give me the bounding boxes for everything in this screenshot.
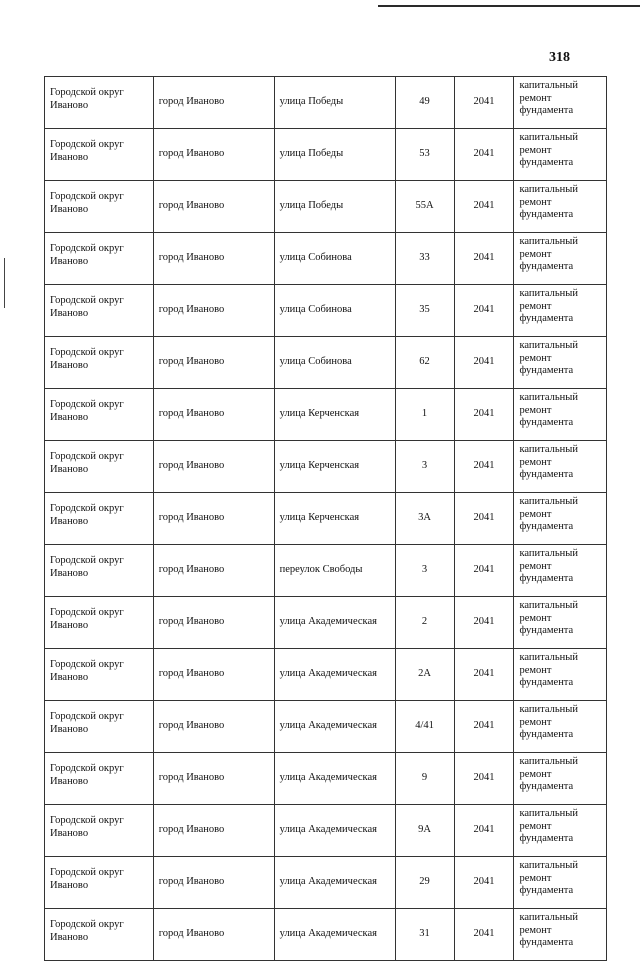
table-row xyxy=(45,77,607,129)
cell-work-type: капитальный ремонт фундамента xyxy=(514,701,607,753)
cell-house-number: 2 xyxy=(395,597,454,649)
cell-street: улица Керченская xyxy=(274,441,395,493)
cell-city: город Иваново xyxy=(153,233,274,285)
cell-city: город Иваново xyxy=(153,909,274,961)
table-body xyxy=(45,77,607,961)
cell-street: улица Академическая xyxy=(274,701,395,753)
table-row xyxy=(45,805,607,857)
cell-house-number: 9А xyxy=(395,805,454,857)
cell-work-type: капитальный ремонт фундамента xyxy=(514,805,607,857)
cell-year: 2041 xyxy=(454,285,514,337)
cell-okrug: Городской округ Иваново xyxy=(45,805,154,857)
cell-house-number: 9 xyxy=(395,753,454,805)
repair-schedule-table xyxy=(44,76,607,961)
cell-street: улица Академическая xyxy=(274,753,395,805)
cell-city: город Иваново xyxy=(153,77,274,129)
cell-work-type: капитальный ремонт фундамента xyxy=(514,389,607,441)
cell-work-type: капитальный ремонт фундамента xyxy=(514,753,607,805)
cell-work-type: капитальный ремонт фундамента xyxy=(514,909,607,961)
cell-year: 2041 xyxy=(454,701,514,753)
table-row xyxy=(45,233,607,285)
cell-year: 2041 xyxy=(454,77,514,129)
page-number: 318 xyxy=(549,50,570,65)
cell-house-number: 31 xyxy=(395,909,454,961)
cell-work-type: капитальный ремонт фундамента xyxy=(514,285,607,337)
table-row xyxy=(45,129,607,181)
table-row xyxy=(45,493,607,545)
cell-okrug: Городской округ Иваново xyxy=(45,129,154,181)
cell-house-number: 29 xyxy=(395,857,454,909)
cell-street: улица Академическая xyxy=(274,909,395,961)
cell-house-number: 55А xyxy=(395,181,454,233)
cell-street: улица Победы xyxy=(274,129,395,181)
cell-house-number: 2А xyxy=(395,649,454,701)
cell-city: город Иваново xyxy=(153,857,274,909)
margin-mark xyxy=(4,258,5,308)
cell-city: город Иваново xyxy=(153,649,274,701)
cell-year: 2041 xyxy=(454,753,514,805)
table-row xyxy=(45,181,607,233)
cell-year: 2041 xyxy=(454,233,514,285)
cell-okrug: Городской округ Иваново xyxy=(45,493,154,545)
cell-year: 2041 xyxy=(454,597,514,649)
cell-okrug: Городской округ Иваново xyxy=(45,545,154,597)
cell-okrug: Городской округ Иваново xyxy=(45,389,154,441)
cell-okrug: Городской округ Иваново xyxy=(45,909,154,961)
cell-work-type: капитальный ремонт фундамента xyxy=(514,441,607,493)
cell-street: улица Собинова xyxy=(274,337,395,389)
cell-house-number: 35 xyxy=(395,285,454,337)
cell-year: 2041 xyxy=(454,337,514,389)
cell-year: 2041 xyxy=(454,805,514,857)
cell-city: город Иваново xyxy=(153,285,274,337)
cell-city: город Иваново xyxy=(153,181,274,233)
cell-house-number: 3 xyxy=(395,545,454,597)
cell-okrug: Городской округ Иваново xyxy=(45,597,154,649)
cell-street: улица Академическая xyxy=(274,857,395,909)
table-row xyxy=(45,441,607,493)
cell-work-type: капитальный ремонт фундамента xyxy=(514,233,607,285)
table-row xyxy=(45,545,607,597)
cell-street: улица Академическая xyxy=(274,597,395,649)
table-row xyxy=(45,753,607,805)
top-rule xyxy=(378,5,640,7)
cell-street: улица Собинова xyxy=(274,233,395,285)
cell-okrug: Городской округ Иваново xyxy=(45,77,154,129)
cell-work-type: капитальный ремонт фундамента xyxy=(514,337,607,389)
cell-year: 2041 xyxy=(454,909,514,961)
cell-house-number: 3А xyxy=(395,493,454,545)
cell-city: город Иваново xyxy=(153,545,274,597)
cell-street: улица Академическая xyxy=(274,649,395,701)
cell-street: улица Академическая xyxy=(274,805,395,857)
cell-work-type: капитальный ремонт фундамента xyxy=(514,181,607,233)
cell-house-number: 1 xyxy=(395,389,454,441)
cell-city: город Иваново xyxy=(153,389,274,441)
cell-city: город Иваново xyxy=(153,805,274,857)
cell-city: город Иваново xyxy=(153,337,274,389)
cell-year: 2041 xyxy=(454,649,514,701)
cell-year: 2041 xyxy=(454,129,514,181)
cell-city: город Иваново xyxy=(153,597,274,649)
cell-city: город Иваново xyxy=(153,129,274,181)
table-row xyxy=(45,389,607,441)
cell-house-number: 62 xyxy=(395,337,454,389)
table-row xyxy=(45,857,607,909)
cell-okrug: Городской округ Иваново xyxy=(45,233,154,285)
cell-okrug: Городской округ Иваново xyxy=(45,337,154,389)
cell-city: город Иваново xyxy=(153,493,274,545)
cell-work-type: капитальный ремонт фундамента xyxy=(514,649,607,701)
cell-house-number: 49 xyxy=(395,77,454,129)
cell-year: 2041 xyxy=(454,441,514,493)
cell-year: 2041 xyxy=(454,389,514,441)
table-row xyxy=(45,649,607,701)
cell-house-number: 4/41 xyxy=(395,701,454,753)
cell-city: город Иваново xyxy=(153,441,274,493)
cell-work-type: капитальный ремонт фундамента xyxy=(514,77,607,129)
cell-year: 2041 xyxy=(454,493,514,545)
cell-house-number: 53 xyxy=(395,129,454,181)
cell-street: улица Собинова xyxy=(274,285,395,337)
table-row xyxy=(45,701,607,753)
cell-okrug: Городской округ Иваново xyxy=(45,857,154,909)
cell-street: улица Победы xyxy=(274,77,395,129)
cell-house-number: 33 xyxy=(395,233,454,285)
cell-okrug: Городской округ Иваново xyxy=(45,753,154,805)
cell-okrug: Городской округ Иваново xyxy=(45,701,154,753)
cell-year: 2041 xyxy=(454,181,514,233)
cell-street: улица Победы xyxy=(274,181,395,233)
cell-work-type: капитальный ремонт фундамента xyxy=(514,597,607,649)
table-row xyxy=(45,597,607,649)
cell-work-type: капитальный ремонт фундамента xyxy=(514,857,607,909)
cell-city: город Иваново xyxy=(153,701,274,753)
cell-street: улица Керченская xyxy=(274,493,395,545)
table-row xyxy=(45,909,607,961)
table-row xyxy=(45,285,607,337)
cell-city: город Иваново xyxy=(153,753,274,805)
cell-street: переулок Свободы xyxy=(274,545,395,597)
cell-okrug: Городской округ Иваново xyxy=(45,649,154,701)
cell-house-number: 3 xyxy=(395,441,454,493)
table-row xyxy=(45,337,607,389)
cell-okrug: Городской округ Иваново xyxy=(45,181,154,233)
cell-year: 2041 xyxy=(454,857,514,909)
cell-street: улица Керченская xyxy=(274,389,395,441)
cell-work-type: капитальный ремонт фундамента xyxy=(514,129,607,181)
cell-okrug: Городской округ Иваново xyxy=(45,441,154,493)
cell-year: 2041 xyxy=(454,545,514,597)
cell-okrug: Городской округ Иваново xyxy=(45,285,154,337)
cell-work-type: капитальный ремонт фундамента xyxy=(514,545,607,597)
cell-work-type: капитальный ремонт фундамента xyxy=(514,493,607,545)
